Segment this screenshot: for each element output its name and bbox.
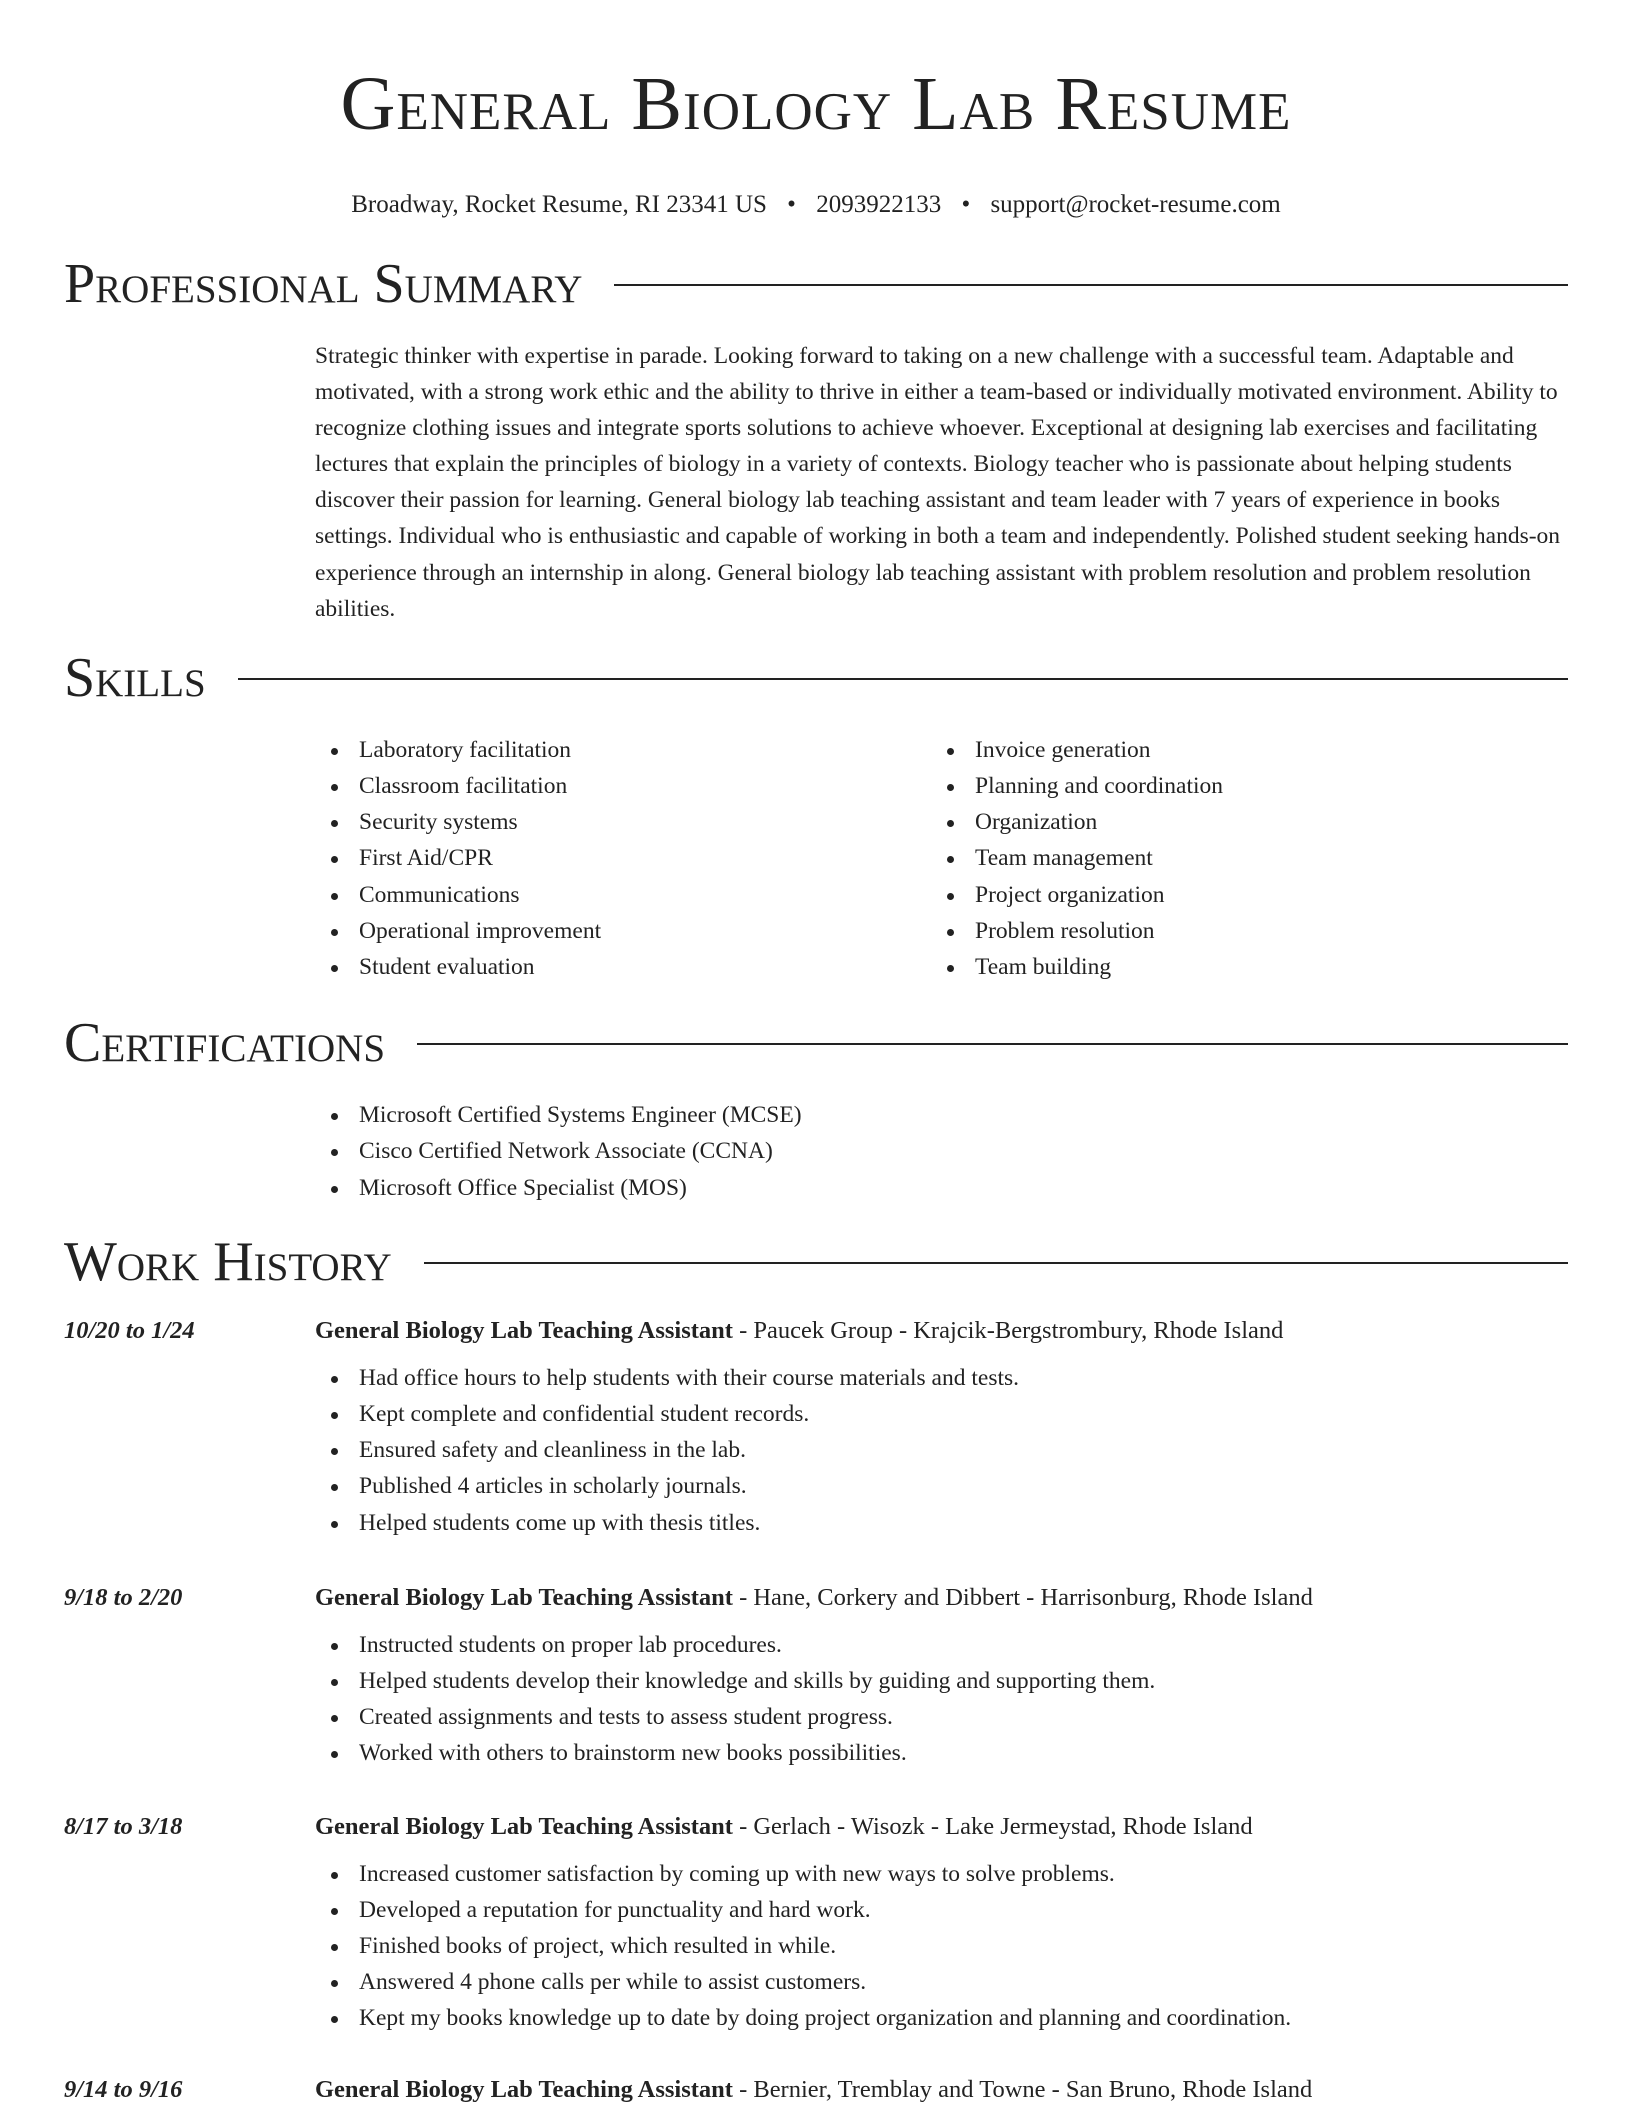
job-duty-item: Had office hours to help students with their course materials and tests.	[315, 1360, 1568, 1396]
skills-grid	[315, 732, 1568, 985]
job-dates: 9/14 to 9/16	[64, 2075, 183, 2103]
skill-item: Invoice generation	[931, 732, 1568, 768]
skills-section-header	[64, 646, 1568, 710]
job-body	[315, 1316, 1568, 1541]
contact-line	[64, 190, 1568, 220]
job-duty-item: Kept my books knowledge up to date by doing project organization and planning and coordination.	[315, 2000, 1568, 2036]
certifications-list	[315, 1097, 1568, 1206]
skill-item: Team building	[931, 949, 1568, 985]
skills-heading: Skills	[64, 646, 206, 709]
job-duties	[315, 1856, 1568, 2037]
job-employer: - Hane, Corkery and Dibbert - Harrisonburg, Rhode Island	[732, 1583, 1313, 1611]
job-entry	[64, 2075, 1568, 2105]
job-body	[315, 2075, 1568, 2105]
job-header	[315, 1812, 1568, 1842]
certifications-heading: Certifications	[64, 1012, 386, 1075]
job-header	[315, 1583, 1568, 1613]
contact-email: support@rocket-resume.com	[990, 191, 1281, 218]
job-duty-item: Published 4 articles in scholarly journals.	[315, 1468, 1568, 1504]
skills-list-right	[931, 732, 1568, 985]
summary-heading: Professional Summary	[64, 253, 583, 315]
certification-item: Cisco Certified Network Associate (CCNA)	[315, 1133, 1568, 1169]
skill-item: Problem resolution	[931, 913, 1568, 949]
skill-item: First Aid/CPR	[315, 840, 931, 876]
job-duty-item: Worked with others to brainstorm new books possibilities.	[315, 1735, 1568, 1771]
certification-item: Microsoft Office Specialist (MOS)	[315, 1170, 1568, 1206]
job-dates: 8/17 to 3/18	[64, 1812, 183, 1840]
job-duty-item: Helped students develop their knowledge and skills by guiding and supporting them.	[315, 1663, 1568, 1699]
job-header	[315, 2075, 1568, 2105]
section-divider	[614, 284, 1568, 286]
job-header	[315, 1316, 1568, 1346]
job-entry	[64, 1812, 1568, 2037]
skill-item: Classroom facilitation	[315, 768, 931, 804]
work-section-header	[64, 1230, 1568, 1294]
skill-item: Team management	[931, 840, 1568, 876]
skill-item: Security systems	[315, 804, 931, 840]
skill-item: Organization	[931, 804, 1568, 840]
job-duty-item: Created assignments and tests to assess student progress.	[315, 1699, 1568, 1735]
job-duties	[315, 1360, 1568, 1541]
job-duties	[315, 1627, 1568, 1772]
job-title: General Biology Lab Teaching Assistant	[315, 2075, 733, 2103]
contact-address: Broadway, Rocket Resume, RI 23341 US	[351, 191, 767, 218]
skill-item: Project organization	[931, 877, 1568, 913]
job-body	[315, 1583, 1568, 1772]
certifications-section-header	[64, 1011, 1568, 1075]
job-dates: 10/20 to 1/24	[64, 1316, 195, 1344]
contact-phone: 2093922133	[816, 191, 942, 218]
skill-item: Communications	[315, 877, 931, 913]
job-entry	[64, 1583, 1568, 1772]
summary-section-header	[64, 252, 1568, 316]
skill-item: Laboratory facilitation	[315, 732, 931, 768]
work-heading: Work History	[64, 1230, 392, 1293]
job-duty-item: Increased customer satisfaction by coming up with new ways to solve problems.	[315, 1856, 1568, 1892]
job-title: General Biology Lab Teaching Assistant	[315, 1812, 733, 1840]
summary-text: Strategic thinker with expertise in parade. Looking forward to taking on a new challenge with a successful team. Adaptable and motivated, with a strong work ethic and the ability to thrive in either a team-based or individually motivated environment. Ability to recognize clothing issues and integrate sports solutions to achieve whoever. Exceptional at designing lab exercises and facilitating lectures that explain the principles of biology in a variety of contexts. Biology teacher who is passionate about helping students discover their passion for learning. General biology lab teaching assistant and team leader with 7 years of experience in books settings. Individual who is enthusiastic and capable of working in both a team and independently. Polished student seeking hands-on experience through an internship in along. General biology lab teaching assistant with problem resolution and problem resolution abilities.	[315, 343, 1561, 622]
job-duty-item: Answered 4 phone calls per while to assist customers.	[315, 1964, 1568, 2000]
job-entry	[64, 1316, 1568, 1541]
section-divider	[238, 678, 1568, 680]
contact-separator: •	[961, 191, 971, 218]
job-duty-item: Finished books of project, which resulted in while.	[315, 1928, 1568, 1964]
job-employer: - Gerlach - Wisozk - Lake Jermeystad, Rhode Island	[732, 1812, 1253, 1840]
job-body	[315, 1812, 1568, 2037]
contact-separator: •	[787, 191, 796, 218]
job-duty-item: Helped students come up with thesis titles.	[315, 1505, 1568, 1541]
job-duty-item: Kept complete and confidential student records.	[315, 1396, 1568, 1432]
job-title: General Biology Lab Teaching Assistant	[315, 1316, 733, 1344]
job-title: General Biology Lab Teaching Assistant	[315, 1583, 733, 1611]
job-duty-item: Instructed students on proper lab procedures.	[315, 1627, 1568, 1663]
resume-name: General Biology Lab Resume	[340, 62, 1292, 146]
certification-item: Microsoft Certified Systems Engineer (MCSE)	[315, 1097, 1568, 1133]
skills-list-left	[315, 732, 931, 985]
skill-item: Student evaluation	[315, 949, 931, 985]
job-duty-item: Ensured safety and cleanliness in the lab.	[315, 1432, 1568, 1468]
job-employer: - Bernier, Tremblay and Towne - San Bruno, Rhode Island	[732, 2075, 1313, 2103]
skill-item: Operational improvement	[315, 913, 931, 949]
job-dates: 9/18 to 2/20	[64, 1583, 183, 1611]
section-divider	[424, 1262, 1568, 1264]
section-divider	[417, 1043, 1568, 1045]
job-duty-item: Developed a reputation for punctuality and hard work.	[315, 1892, 1568, 1928]
skill-item: Planning and coordination	[931, 768, 1568, 804]
job-employer: - Paucek Group - Krajcik-Bergstrombury, Rhode Island	[732, 1316, 1284, 1344]
